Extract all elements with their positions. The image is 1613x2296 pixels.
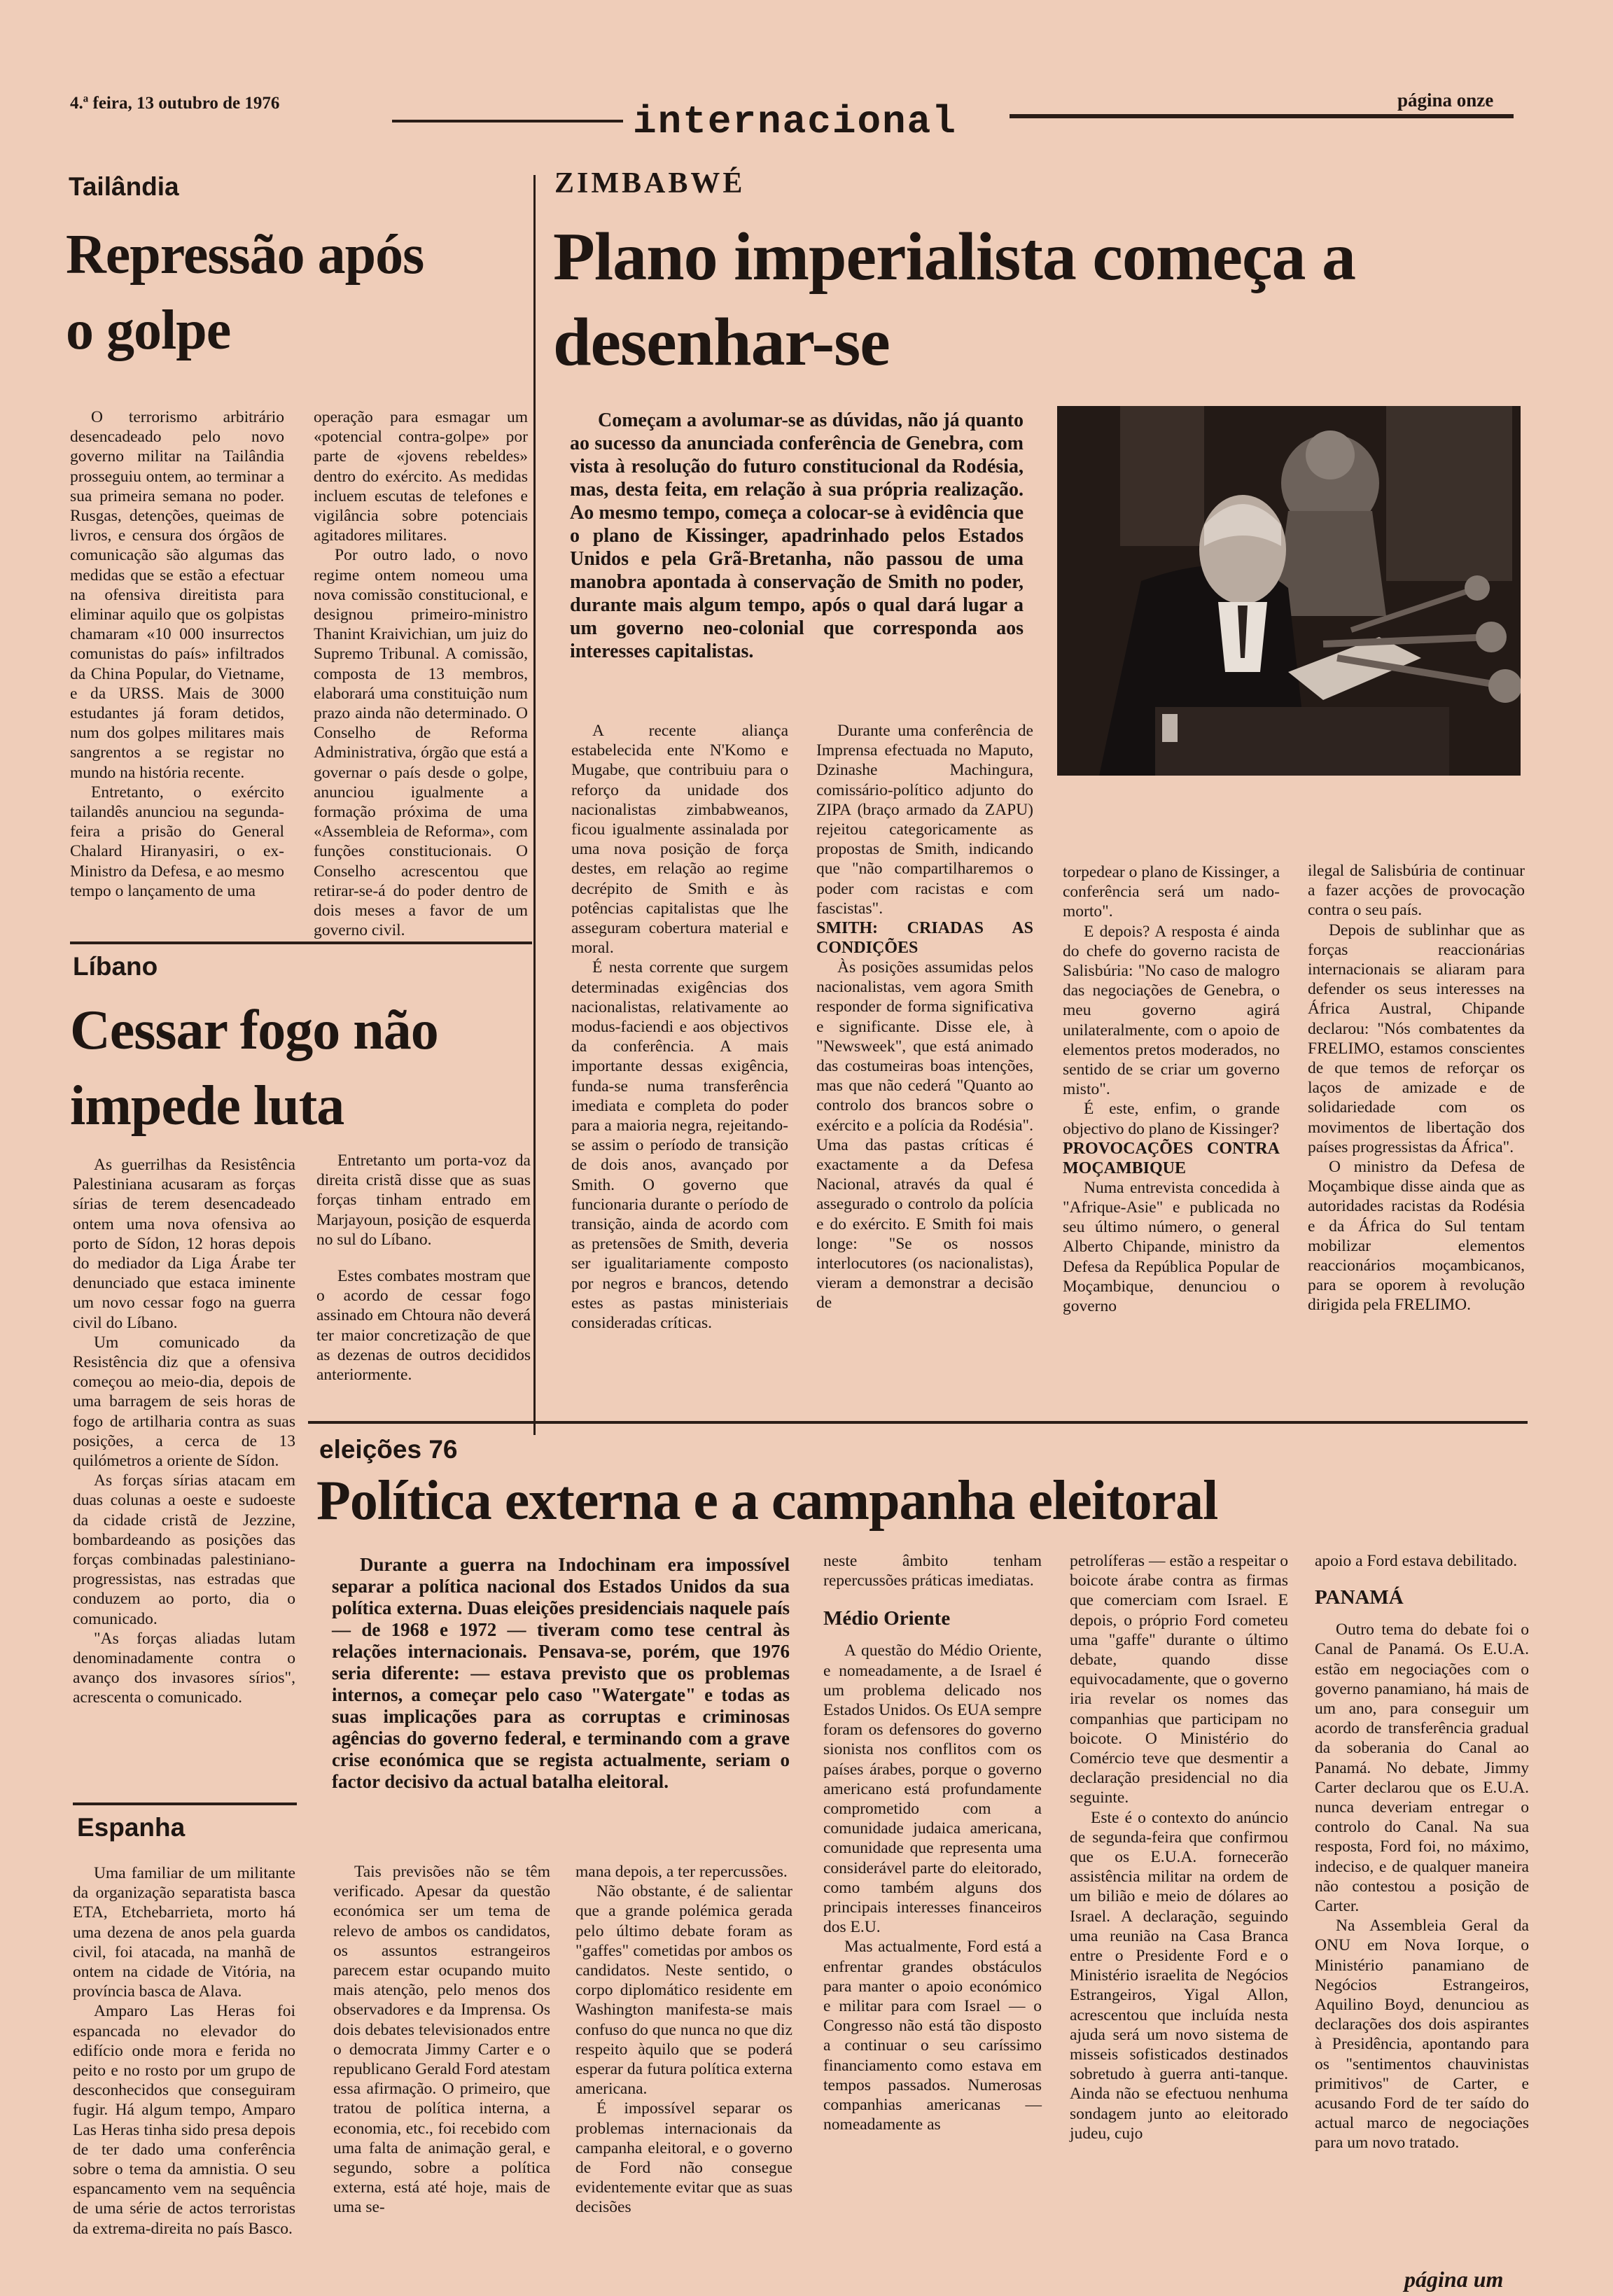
paragraph: Começam a avolumar-se as dúvidas, não já quanto ao sucesso da anunciada conferência de Genebra, com vista à resolução do futuro constitucional da Rodésia, mas, desta feita, em relação à sua própria realização. Ao mesmo tempo, começa a colocar-se à evidência que o plano de Kissinger, apadrinhado pelos Estados Unidos e pela Grã-Bretanha, não passou de uma manobra apontada à conservação de Smith no poder, durante mais algum tempo, após o qual dará lugar a um governo neo-colonial que corresponda aos interesses capitalistas. [570, 410, 1024, 662]
paragraph: Durante a guerra na Indochinam era impossível separar a política nacional dos Estados Unidos da sua política externa. Duas eleições presidenciais naquele país — de 1968 e 1972 — tiveram como tese central às relações internacionais. Pensava-se, porém, que 1976 seria diferente: — estava previsto que os problemas internos, a começar pelo caso "Watergate" e todas as suas implicações para as corruptas e criminosas agências do governo federal, e terminando com a grave crise económica que se regista actualmente, seriam o factor decisivo da actual batalha eleitoral. [332, 1554, 790, 1792]
paragraph: É impossível separar os problemas internacionais da campanha eleitoral, e o governo de Ford não consegue evidentemente evitar que as suas decisões [575, 2099, 792, 2217]
zimbabwe-column-1 [571, 721, 788, 1333]
header-rule-left [392, 120, 623, 122]
paragraph: O terrorismo arbitrário desencadeado pelo novo governo militar na Tailândia prosseguiu ontem, ao terminar a sua primeira semana no poder. Rusgas, detenções, queimas de livros, e censura dos órgãos de comunicação são algumas das medidas que se estão a efectuar na ofensiva direitista para eliminar aquilo que os golpistas chamaram «10 000 insurrectos comunistas do país» infiltrados da China Popular, do Vietname, e da URSS. Mais de 3000 estudantes já foram detidos, num dos golpes militares mais sangrentos a se registar no mundo na história recente. [70, 408, 284, 782]
section-rule [70, 941, 532, 944]
paragraph: Depois de sublinhar que as forças reaccionárias internacionais se aliaram para defender os seus interesses na África Austral, Chipande declarou: "Nós combatentes da FRELIMO, estamos conscientes de que temos de reforçar os laços de amizade e de solidariedade com os movimentos de libertação dos países progressistas da África". [1308, 920, 1525, 1156]
section-label-espanha: Espanha [77, 1813, 186, 1842]
paragraph: As forças sírias atacam em duas colunas a oeste e sudoeste da cidade cristã de Jezzine, bombardeando as posições das forças combinadas palestiniano-progressistas, nas estradas que conduzem ao porto, dia o comunicado. [73, 1471, 295, 1628]
section-label-tailandia: Tailândia [69, 172, 179, 201]
column-rule [533, 175, 536, 1435]
subheading-smith: SMITH: CRIADAS AS CONDIÇÕES [816, 919, 1033, 958]
paragraph: "As forças aliadas lutam denominadamente contra o avanço dos invasores sírios", acrescenta o comunicado. [73, 1629, 295, 1707]
paragraph: E depois? A resposta é ainda do chefe do governo racista de Salisbúria: "No caso de malogro das negociações de Genebra, o meu governo agirá unilateralmente, com o apoio de elementos pretos moderados, no sentido de se criar um governo misto". [1063, 922, 1280, 1099]
section-rule [308, 1421, 1528, 1424]
paragraph: ilegal de Salisbúria de continuar a fazer acções de provocação contra o seu país. [1308, 862, 1525, 920]
continued-on-page[interactable]: página um [1404, 2267, 1504, 2292]
paragraph: Este é o contexto do anúncio de segunda-feira que confirmou que os E.U.A. fornecerão assistência militar na ordem de um bilião e meio de dólares ao Israel. A declaração, seguindo uma reunião na Casa Branca entre o Presidente Ford e o Ministério israelita de Negócios Estrangeiros, Yigal Allon, acrescentou que incluída nesta ajuda será um novo sistema de misseis sofisticados destinados sobretudo à guerra anti-tanque. Ainda não se efectuou nenhuma sondagem junto ao eleitorado judeu, cujo [1070, 1808, 1288, 2143]
paragraph: Um comunicado da Resistência diz que a ofensiva começou ao meio-dia, depois de uma barragem de seis horas de fogo de artilharia contra as suas posições, a cerca de 13 quilómetros a oriente de Sídon. [73, 1333, 295, 1471]
paragraph: apoio a Ford estava debilitado. [1315, 1552, 1518, 1570]
paragraph: Mas actualmente, Ford está a enfrentar grandes obstáculos para manter o apoio económico e militar para com Israel — o Congresso não está tão disposto a continuar o seu caríssimo financiamento como estava em tempos passados. Numerosas companhias americanas — nomeadamente as [823, 1938, 1042, 2134]
issue-date: 4.ª feira, 13 outubro de 1976 [70, 94, 280, 113]
speaker-photo [1057, 406, 1521, 776]
headline-tailandia: Repressão após o golpe [66, 224, 424, 361]
eleicoes-column-2 [575, 1862, 792, 2218]
paragraph: Por outro lado, o novo regime ontem nomeou uma nova comissão constitucional, e designou primeiro-ministro Thanint Kraivichian, um juiz do Supremo Tribunal. A comissão, composta de 13 membros, elaborará uma constituição num prazo ainda não determinado. O Conselho de Reforma Administrativa, órgão que está a governar o país desde o golpe, anunciou igualmente a formação próxima de uma «Assembleia de Reforma», com funções constitucionais. O Conselho acrescentou que retirar-se-á do poder dentro de dois meses a favor de um governo civil. [314, 546, 528, 940]
eleicoes-column-5 [1315, 1551, 1529, 2153]
zimbabwe-column-4 [1308, 861, 1525, 1315]
libano-column-1 [73, 1155, 295, 1708]
headline-zimbabwe: Plano imperialista começa a desenhar-se [553, 219, 1356, 380]
paragraph: Durante uma conferência de Imprensa efectuada no Maputo, Dzinashe Machingura, comissário-político adjunto do ZIPA (braço armado da ZAPU) rejeitou categoricamente as propostas de Smith, indicando que "não compartilharemos o poder com racistas e com fascistas". [816, 722, 1033, 918]
paragraph: Estes combates mostram que o acordo de cessar fogo assinado em Chtoura não deverá ter maior concretização de que as dezenas de outros decididos anteriormente. [316, 1267, 531, 1385]
paragraph: Numa entrevista concedida à "Afrique-Asie" e publicada no seu último número, o general Alberto Chipande, ministro da Defesa da República Popular de Moçambique, denunciou o governo [1063, 1178, 1280, 1316]
page-number: página onze [1397, 90, 1494, 111]
paragraph: A questão do Médio Oriente, e nomeadamente, a de Israel é um problema delicado nos Estados Unidos. Os EUA sempre foram os defensores do governo sionista nos conflitos com os países árabes, porque o governo americano está profundamente comprometido com a comunidade judaica americana, comunidade que representa uma considerável parte do eleitorado, como também alguns dos principais interesses financeiros dos E.U. [823, 1642, 1042, 1937]
headline-libano: Cessar fogo não impede luta [70, 1000, 438, 1137]
paragraph: mana depois, a ter repercussões. [575, 1863, 788, 1881]
speaker-at-microphones-icon [1057, 406, 1521, 776]
paragraph: Tais previsões não se têm verificado. Apesar da questão económica ser um tema de relevo de ambos os candidatos, os assuntos estrangeiros parecem estar ocupando muito mais atenção, pelo menos dos observadores e da Imprensa. Os dois debates televisionados entre o democrata Jimmy Carter e o republicano Gerald Ford atestam essa afirmação. O primeiro, que tratou de política interna, a economia, etc., foi recebido com uma falta de animação geral, e segundo, sobre a política externa, está até hoje, mais de uma se- [333, 1863, 550, 2217]
section-label-libano: Líbano [73, 952, 158, 981]
headline-eleicoes: Política externa e a campanha eleitoral [316, 1470, 1218, 1532]
paragraph: Entretanto um porta-voz da direita cristã disse que as suas forças tinham entrado em Marjayoun, posição de esquerda no sul do Líbano. [316, 1152, 531, 1249]
paragraph: Outro tema do debate foi o Canal de Panamá. Os E.U.A. estão em negociações com o governo panamiano, há mais de um ano, para conseguir um acordo de transferência gradual da soberania do Canal ao Panamá. No debate, Jimmy Carter declarou que os E.U.A. nunca deveriam entregar o controlo do Canal. Na sua resposta, Ford foi, no máximo, indeciso, e de qualquer maneira não contestou a posição de Carter. [1315, 1620, 1529, 1916]
subheading-provocacoes: PROVOCAÇÕES CONTRA MOÇAMBIQUE [1063, 1139, 1280, 1177]
paragraph: As guerrilhas da Resistência Palestiniana acusaram as forças sírias de terem desencadeado ontem uma nova ofensiva ao porto de Sídon, 12 horas depois do mediador da Liga Árabe ter denunciado que estaca iminente um novo cessar fogo na guerra civil do Líbano. [73, 1156, 295, 1332]
section-label-eleicoes: eleições 76 [319, 1435, 458, 1464]
paragraph: Amparo Las Heras foi espancada no elevador do edifício onde mora e ferida no peito e no rosto por um grupo de desconhecidos que conseguiram fugir. Há algum tempo, Amparo Las Heras tinha sido presa depois de ter dado uma conferência sobre o tema da amnistia. O seu espancamento vem na sequência de uma série de actos terroristas da extrema-direita no país Basco. [73, 2002, 295, 2238]
subheading-medio-oriente: Médio Oriente [823, 1607, 951, 1630]
paragraph: petrolíferas — estão a respeitar o boicote árabe contra as firmas que comerciam com Israel. E depois, o próprio Ford cometeu uma "gaffe" durante o último debate, quando disse equivocadamente, que o governo iria revelar os nomes das companhias que participam no boicote. O Ministério do Comércio teve que desmentir a declaração presidencial no dia seguinte. [1070, 1552, 1288, 1807]
paragraph: O ministro da Defesa de Moçambique disse ainda que as autoridades racistas da Rodésia e da África do Sul tentam mobilizar elementos reaccionários moçambicanos, para se oporem à revolução dirigida pela FRELIMO. [1308, 1158, 1525, 1315]
zimbabwe-lead [570, 409, 1024, 663]
zimbabwe-column-2 [816, 721, 1033, 1313]
subheading-panama: PANAMÁ [1315, 1586, 1404, 1609]
tailandia-column-1 [70, 407, 284, 901]
paragraph: Não obstante, é de salientar que a grande polémica gerada pelo último debate foram as "gaffes" cometidas por ambos os candidatos. Neste sentido, o corpo diplomático residente em Washington manifesta-se mais confuso do que nunca no que diz respeito àquilo que se poderá esperar da futura política externa americana. [575, 1882, 792, 2099]
espanha-column-1 [73, 1863, 295, 2239]
paragraph: Uma familiar de um militante da organização separatista basca ETA, Etchebarrieta, morto há uma dezena de anos pela guarda civil, foi atacada, na manhã de ontem na cidade de Vitória, na província basca de Alava. [73, 1864, 295, 2001]
section-header: internacional [633, 99, 957, 144]
eleicoes-column-1 [333, 1862, 550, 2218]
section-rule [73, 1802, 297, 1805]
tailandia-column-2 [314, 407, 528, 940]
eleicoes-column-3 [823, 1551, 1042, 2134]
paragraph: É nesta corrente que surgem determinadas exigências dos nacionalistas, relativamente ao modus-faciendi e aos objectivos da conferência. A mais importante dessas exigência, funda-se numa transferência imediata e completa do poder para a maioria negra, rejeitando-se assim o período de transição de dois anos, avançado por Smith. O governo que funcionaria durante o período de transição, ainda de acordo com as pretensões de Smith, deveria ser igualitariamente composto por negros e brancos, detendo estes as pastas ministeriais consideradas críticas. [571, 958, 788, 1333]
paragraph: Entretanto, o exército tailandês anunciou na segunda-feira a prisão do General Chalard Hiranyasiri, o ex-Ministro da Defesa, e ao mesmo tempo o lançamento de uma [70, 783, 284, 900]
paragraph: torpedear o plano de Kissinger, a conferência será um nado-morto". [1063, 863, 1280, 921]
section-label-zimbabwe: ZIMBABWÉ [554, 167, 746, 200]
paragraph: É este, enfim, o grande objectivo do plano de Kissinger? [1063, 1100, 1280, 1138]
paragraph: Às posições assumidas pelos nacionalistas, vem agora Smith responder de forma significativa e significante. Disse ele, à "Newsweek", que está animado das costumeiras boas intenções, mas que não cederá "Quanto ao controlo dos brancos sobre o exército e a polícia da Rodésia". Uma das pastas críticas é exactamente a da Defesa Nacional, através da qual é assegurado o controlo da polícia e do exército. E Smith foi mais longe: "Se os nossos interlocutores (os nacionalistas), vieram a demonstrar a decisão de [816, 958, 1033, 1312]
eleicoes-column-4 [1070, 1551, 1288, 2143]
paragraph: neste âmbito tenham repercussões práticas imediatas. [823, 1552, 1042, 1590]
eleicoes-lead [332, 1554, 790, 1793]
paragraph: operação para esmagar um «potencial contra-golpe» por parte de «jovens rebeldes» dentro do exército. As medidas incluem escutas de telefones e vigilância sobre potenciais agitadores militares. [314, 408, 528, 545]
paragraph: Na Assembleia Geral da ONU em Nova Iorque, o Ministério panamiano de Negócios Estrangeiros, Aquilino Boyd, denunciou as declarações dos dois aspirantes à Presidência, apontando para os "sentimentos chauvinistas primitivos" de Carter, e acusando Ford de ter saído do actual marco de negociações para um novo tratado. [1315, 1917, 1529, 2152]
libano-column-2 [316, 1151, 531, 1385]
header-rule-right [1010, 114, 1514, 118]
paragraph: A recente aliança estabelecida ente N'Komo e Mugabe, que contribuiu para o reforço da unidade dos nacionalistas zimbabweanos, ficou igualmente assinalada por uma nova posição de força destes, em relação ao regime decrépito de Smith e às potências capitalistas que lhe asseguram cobertura material e moral. [571, 722, 788, 958]
zimbabwe-column-3 [1063, 862, 1280, 1316]
